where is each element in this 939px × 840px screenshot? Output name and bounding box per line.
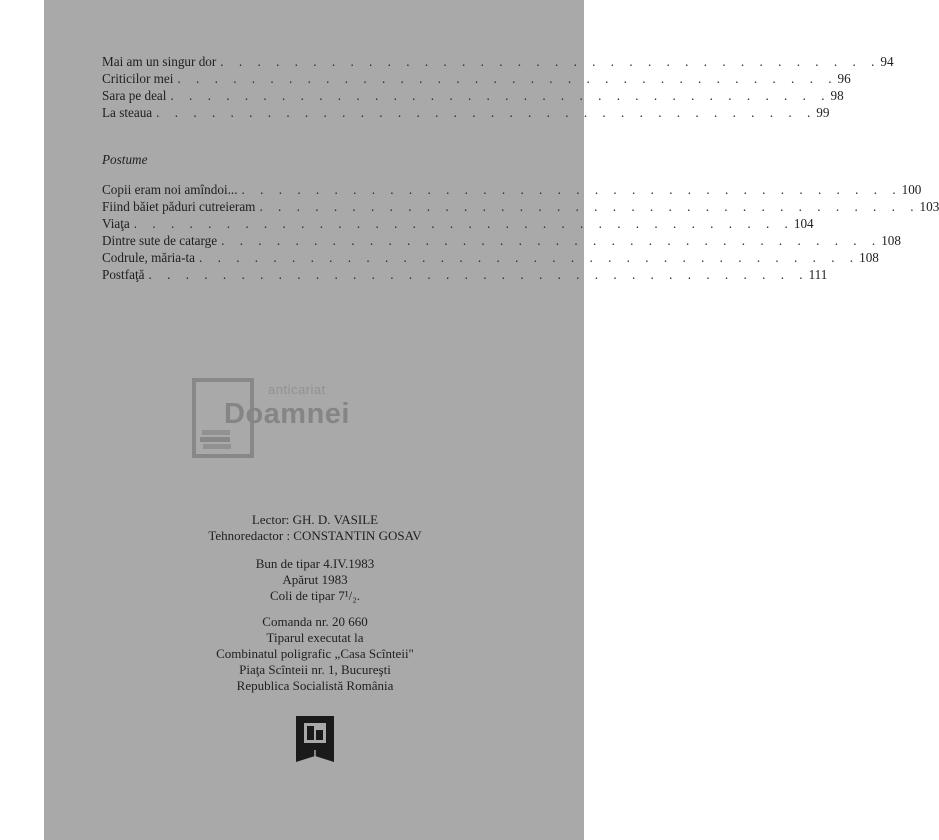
toc-page-number: 94 <box>880 54 894 69</box>
toc-entry <box>102 198 939 215</box>
toc-entry <box>102 87 844 104</box>
toc-entry-title: Copii eram noi amîndoi... <box>102 182 238 197</box>
toc-entry-title: Codrule, măria-ta <box>102 250 196 265</box>
toc-page-number: 103 <box>919 199 939 214</box>
toc-entry-title: Sara pe deal <box>102 88 167 103</box>
adresa-line: Piaţa Scînteii nr. 1, Bucureşti <box>239 662 391 677</box>
tehnoredactor-line: Tehnoredactor : CONSTANTIN GOSAV <box>208 528 422 543</box>
toc-leader-dots: . . . . . . . . . . . . . . . . . . . . . . . . . . . . . . . . . . . . <box>177 71 838 86</box>
toc-leader-dots: . . . . . . . . . . . . . . . . . . . . . . . . . . . . . . . . . . . . <box>156 105 817 120</box>
watermark <box>192 376 402 462</box>
toc-entry <box>102 249 879 266</box>
toc-entry-title: Viaţa <box>102 216 130 231</box>
toc-entry-title: Dintre sute de catarge <box>102 233 218 248</box>
toc-leader-dots: . . . . . . . . . . . . . . . . . . . . . . . . . . . . . . . . . . . . <box>199 250 860 265</box>
toc-page-number: 98 <box>830 88 844 103</box>
toc-page-number: 108 <box>881 233 901 248</box>
toc-entry <box>102 104 830 121</box>
toc-entry <box>102 215 814 232</box>
toc-entry-title: La steaua <box>102 105 153 120</box>
toc-page-number: 104 <box>793 216 814 231</box>
toc-entry-title: Mai am un singur dor <box>102 54 217 69</box>
toc-leader-dots: . . . . . . . . . . . . . . . . . . . . . . . . . . . . . . . . . . . . <box>133 216 794 231</box>
toc-leader-dots: . . . . . . . . . . . . . . . . . . . . . . . . . . . . . . . . . . . . <box>259 199 920 214</box>
aparut-line: Apărut 1983 <box>282 572 348 587</box>
lector-line: Lector: GH. D. VASILE <box>251 512 379 527</box>
toc-entry <box>102 266 828 283</box>
tiparul-line: Tiparul executat la <box>266 630 364 645</box>
comanda-line: Comanda nr. 20 660 <box>262 614 368 629</box>
printer-info <box>0 614 630 694</box>
watermark-big-text: Doamnei <box>224 398 350 430</box>
toc-entry-title: Criticilor mei <box>102 71 174 86</box>
combinatul-line: Combinatul poligrafic „Casa Scînteii" <box>216 646 414 661</box>
toc-leader-dots: . . . . . . . . . . . . . . . . . . . . . . . . . . . . . . . . . . . . <box>221 233 882 248</box>
toc-leader-dots: . . . . . . . . . . . . . . . . . . . . . . . . . . . . . . . . . . . . <box>148 267 809 282</box>
books-stack-icon <box>200 428 234 452</box>
toc-entry <box>102 70 851 87</box>
toc-entry <box>102 53 894 70</box>
toc-page-number: 111 <box>808 267 828 282</box>
print-info <box>0 556 630 604</box>
toc-page-number: 108 <box>859 250 879 265</box>
section-heading: Postume <box>102 152 148 167</box>
toc-entry-title: Postfaţă <box>102 267 145 282</box>
toc-page-number: 100 <box>901 182 922 197</box>
publisher-logo-icon <box>295 715 335 763</box>
coli-de-tipar-line: Coli de tipar 7¹/₂. <box>269 588 361 603</box>
toc-entry <box>102 181 922 198</box>
toc-entry <box>102 232 901 249</box>
credits <box>0 512 630 544</box>
toc-page-number: 99 <box>816 105 830 120</box>
toc-leader-dots: . . . . . . . . . . . . . . . . . . . . . . . . . . . . . . . . . . . . <box>170 88 831 103</box>
watermark-small-text: anticariat <box>268 382 326 397</box>
toc-leader-dots: . . . . . . . . . . . . . . . . . . . . . . . . . . . . . . . . . . . . <box>241 182 902 197</box>
toc-page-number: 96 <box>837 71 851 86</box>
tara-line: Republica Socialistă România <box>236 678 394 693</box>
bun-de-tipar-line: Bun de tipar 4.IV.1983 <box>255 556 375 571</box>
toc-leader-dots: . . . . . . . . . . . . . . . . . . . . . . . . . . . . . . . . . . . . <box>220 54 881 69</box>
table-of-contents-postume <box>102 181 939 283</box>
table-of-contents <box>102 53 894 121</box>
toc-entry-title: Fiind băiet păduri cutreieram <box>102 199 256 214</box>
